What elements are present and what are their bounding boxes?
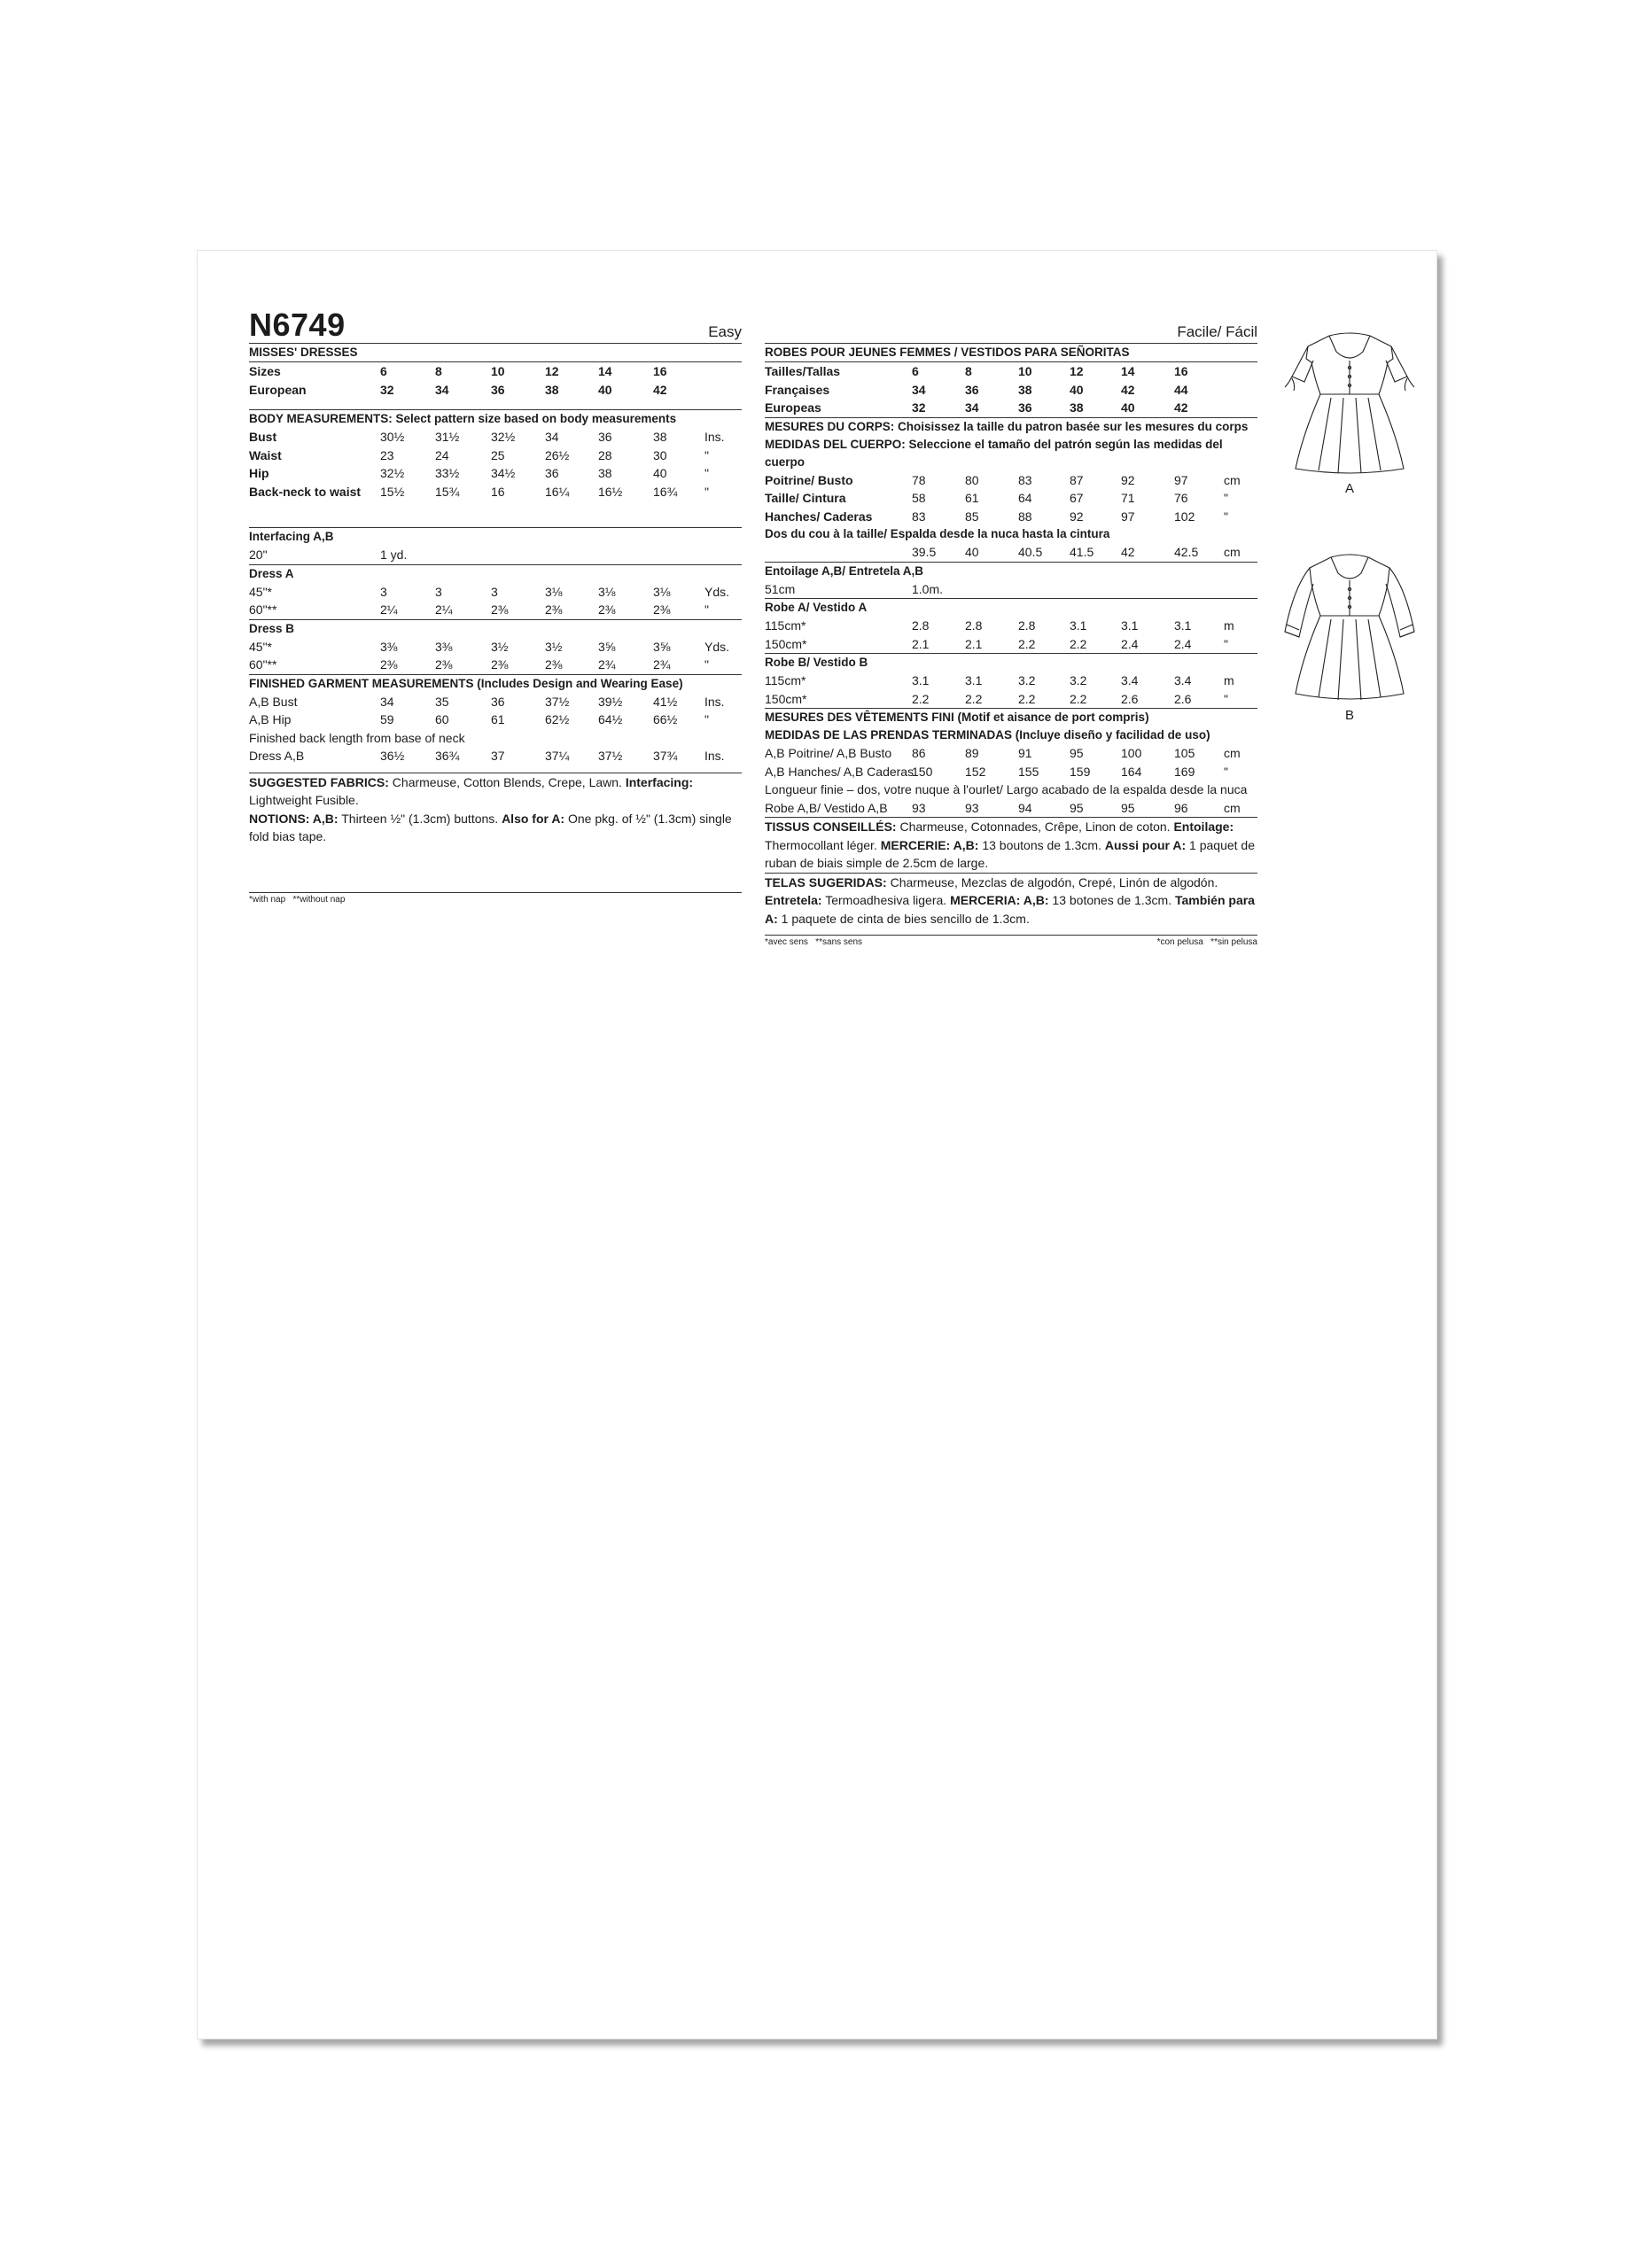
table-cell: 37½ <box>598 749 623 763</box>
unit-label: Yds. <box>704 584 730 599</box>
table-cell: 93 <box>912 800 926 815</box>
table-cell: 64½ <box>598 712 623 726</box>
garment-title-fr-es: ROBES POUR JEUNES FEMMES / VESTIDOS PARA SEÑORITAS <box>765 346 1130 359</box>
table-cell: 42 <box>1121 382 1135 397</box>
table-cell: 42 <box>653 382 667 397</box>
pattern-envelope-back <box>197 250 1437 2039</box>
table-cell: 2.2 <box>1018 636 1036 651</box>
table-cell: 42 <box>1174 400 1188 415</box>
table-cell: 44 <box>1174 382 1188 397</box>
unit-label: " <box>1224 509 1228 524</box>
table-cell: 94 <box>1018 800 1032 815</box>
table-row <box>765 399 1257 417</box>
table-row <box>249 583 742 602</box>
table-cell: 15¾ <box>435 484 460 499</box>
row-label: 150cm* <box>765 691 807 706</box>
table-cell: 35 <box>435 694 449 709</box>
table-cell: 3.1 <box>965 673 983 687</box>
row-label: 45"* <box>249 584 272 599</box>
table-cell: 3.1 <box>1121 618 1139 633</box>
table-cell: 3 <box>491 584 498 599</box>
back-neck-label: Dos du cou à la taille/ Espalda desde la nuca hasta la cintura <box>765 527 1110 540</box>
table-cell: 28 <box>598 447 612 462</box>
table-cell: 3⅛ <box>545 584 563 599</box>
body-measurements-table-fr-es <box>765 471 1257 526</box>
dress-a-yardage-table <box>249 583 742 619</box>
table-row <box>765 543 1257 562</box>
unit-label: " <box>704 484 709 499</box>
table-row <box>765 635 1257 654</box>
table-cell: 100 <box>1121 746 1142 760</box>
table-cell: 6 <box>380 364 387 378</box>
table-cell: 39½ <box>598 694 623 709</box>
row-label: 60"** <box>249 657 277 672</box>
table-cell: 16 <box>653 364 667 378</box>
table-row <box>765 362 1257 381</box>
table-row <box>765 744 1257 763</box>
garment-title: MISSES' DRESSES <box>249 346 358 359</box>
row-label: Robe A,B/ Vestido A,B <box>765 800 888 815</box>
view-b-label: B <box>1344 708 1354 723</box>
back-length-note: Finished back length from base of neck <box>249 730 465 745</box>
table-cell: 1.0m. <box>912 581 944 596</box>
back-length-table-fr-es <box>765 799 1257 818</box>
table-cell: 1 yd. <box>380 548 408 562</box>
row-label: Europeas <box>765 400 821 415</box>
unit-label: " <box>704 602 709 617</box>
table-cell: 34½ <box>491 466 516 480</box>
table-row <box>765 489 1257 508</box>
table-row <box>249 381 742 400</box>
table-cell: 36 <box>598 430 612 444</box>
table-cell: 97 <box>1174 472 1188 487</box>
table-cell: 3.2 <box>1018 673 1036 687</box>
view-b-sketch <box>1276 552 1423 723</box>
table-cell: 34 <box>545 430 559 444</box>
table-cell: 2⅜ <box>545 602 563 617</box>
table-row <box>249 711 742 729</box>
table-cell: 64 <box>1018 491 1032 505</box>
table-row <box>249 693 742 711</box>
unit-label: Yds. <box>704 639 730 654</box>
table-cell: 3⅜ <box>435 639 453 654</box>
table-cell: 36 <box>491 694 505 709</box>
table-cell: 16 <box>491 484 505 499</box>
row-label: Back-neck to waist <box>249 484 362 499</box>
table-cell: 78 <box>912 472 926 487</box>
row-label: Françaises <box>765 382 830 397</box>
table-cell: 3⅛ <box>653 584 671 599</box>
table-cell: 61 <box>491 712 505 726</box>
table-cell: 2.2 <box>965 691 983 706</box>
table-cell: 34 <box>380 694 394 709</box>
table-cell: 3⅝ <box>653 639 671 654</box>
row-label: Poitrine/ Busto <box>765 472 853 487</box>
table-cell: 40 <box>965 545 979 559</box>
table-row <box>765 672 1257 690</box>
table-cell: 36¾ <box>435 749 460 763</box>
suggested-fabrics-fr: TISSUS CONSEILLÉS: Charmeuse, Cotonnades, Crêpe, Linon de coton. Entoilage: Thermocollant léger. MERCERIE: A,B: 13 boutons de 1.3cm. Aussi pour A: 1 paquet de ruban de biais simple de 2.5cm de large. <box>765 819 1255 870</box>
unit-label: m <box>1224 673 1234 687</box>
table-row <box>765 471 1257 490</box>
table-cell: 89 <box>965 746 979 760</box>
table-cell: 95 <box>1121 800 1135 815</box>
finished-measurements-table <box>249 693 742 729</box>
french-title-bar <box>765 304 1257 344</box>
body-measurements-table <box>249 428 742 501</box>
pattern-number: N6749 <box>249 307 346 343</box>
table-cell: 2¼ <box>435 602 453 617</box>
table-cell: 42 <box>1121 545 1135 559</box>
table-cell: 2.6 <box>1121 691 1139 706</box>
row-label: Bust <box>249 430 277 444</box>
table-cell: 26½ <box>545 447 570 462</box>
table-cell: 3.2 <box>1070 673 1087 687</box>
table-cell: 10 <box>491 364 505 378</box>
difficulty-level: Easy <box>708 323 742 340</box>
table-cell: 3.1 <box>1070 618 1087 633</box>
table-cell: 6 <box>912 364 919 378</box>
table-cell: 40 <box>1070 382 1084 397</box>
table-cell: 96 <box>1174 800 1188 815</box>
table-cell: 40.5 <box>1018 545 1043 559</box>
table-cell: 2.8 <box>1018 618 1036 633</box>
table-cell: 150 <box>912 764 933 779</box>
table-cell: 2.1 <box>965 636 983 651</box>
table-cell: 34 <box>912 382 926 397</box>
difficulty-level-fr-es: Facile/ Fácil <box>1177 323 1257 340</box>
view-a-sketch <box>1276 329 1423 496</box>
table-row <box>249 747 742 765</box>
unit-label: " <box>704 447 709 462</box>
back-length-table <box>249 747 742 765</box>
row-label: 60"** <box>249 602 277 617</box>
size-table <box>249 362 742 399</box>
table-cell: 95 <box>1070 746 1084 760</box>
table-cell: 2⅜ <box>380 657 398 672</box>
body-measurements-header-es: MEDIDAS DEL CUERPO: Seleccione el tamaño del patrón según las medidas del cuerpo <box>765 437 1223 469</box>
unit-label: " <box>1224 636 1228 651</box>
row-label: Waist <box>249 447 282 462</box>
table-cell: 37 <box>491 749 505 763</box>
table-cell: 37¾ <box>653 749 678 763</box>
table-cell: 60 <box>435 712 449 726</box>
table-cell: 41.5 <box>1070 545 1094 559</box>
unit-label: Ins. <box>704 749 725 763</box>
table-cell: 38 <box>598 466 612 480</box>
dress-b-yardage-table <box>249 638 742 674</box>
table-cell: 30 <box>653 447 667 462</box>
table-cell: 15½ <box>380 484 405 499</box>
table-cell: 159 <box>1070 764 1091 779</box>
table-row <box>765 381 1257 400</box>
table-cell: 2⅜ <box>545 657 563 672</box>
table-cell: 16¾ <box>653 484 678 499</box>
table-cell: 37¼ <box>545 749 570 763</box>
table-cell: 3⅜ <box>380 639 398 654</box>
row-label: Hanches/ Caderas <box>765 509 873 524</box>
finished-measurements-header: FINISHED GARMENT MEASUREMENTS (Includes Design and Wearing Ease) <box>249 676 683 690</box>
unit-label: " <box>704 712 709 726</box>
unit-label: cm <box>1224 545 1241 559</box>
table-cell: 42.5 <box>1174 545 1199 559</box>
unit-label: " <box>1224 491 1228 505</box>
table-cell: 34 <box>435 382 449 397</box>
table-cell: 59 <box>380 712 394 726</box>
row-label: Tailles/Tallas <box>765 364 841 378</box>
french-spanish-column <box>765 304 1257 950</box>
table-cell: 24 <box>435 447 449 462</box>
table-row <box>249 546 742 564</box>
table-cell: 2⅜ <box>491 602 509 617</box>
table-cell: 12 <box>545 364 559 378</box>
table-cell: 3 <box>435 584 442 599</box>
table-cell: 93 <box>965 800 979 815</box>
table-cell: 3.1 <box>912 673 930 687</box>
body-measurements-header-fr: MESURES DU CORPS: Choisissez la taille du patron basée sur les mesures du corps <box>765 419 1249 433</box>
dress-a-yardage-table-fr-es <box>765 617 1257 653</box>
table-cell: 38 <box>545 382 559 397</box>
table-cell: 2.4 <box>1121 636 1139 651</box>
table-cell: 2.2 <box>1070 636 1087 651</box>
dress-b-title: Dress B <box>249 621 295 635</box>
unit-label: " <box>704 466 709 480</box>
table-row <box>249 483 742 501</box>
dress-b-title-fr-es: Robe B/ Vestido B <box>765 656 868 669</box>
table-cell: 164 <box>1121 764 1142 779</box>
table-cell: 2⅜ <box>598 602 616 617</box>
table-cell: 88 <box>1018 509 1032 524</box>
table-cell: 58 <box>912 491 926 505</box>
table-cell: 32½ <box>380 466 405 480</box>
finished-header-es: MEDIDAS DE LAS PRENDAS TERMINADAS (Incluye diseño y facilidad de uso) <box>765 728 1210 742</box>
unit-label: Ins. <box>704 694 725 709</box>
body-measurements-header: BODY MEASUREMENTS: Select pattern size based on body measurements <box>249 412 677 425</box>
english-title-bar <box>249 304 742 344</box>
table-cell: 8 <box>965 364 972 378</box>
table-cell: 71 <box>1121 491 1135 505</box>
table-row <box>249 638 742 656</box>
table-cell: 14 <box>598 364 612 378</box>
table-cell: 36 <box>1018 400 1032 415</box>
table-cell: 38 <box>653 430 667 444</box>
table-cell: 2.8 <box>965 618 983 633</box>
row-label: 150cm* <box>765 636 807 651</box>
unit-label: cm <box>1224 746 1241 760</box>
table-cell: 2¾ <box>598 657 616 672</box>
row-label: 115cm* <box>765 673 806 687</box>
row-label: A,B Hanches/ A,B Caderas <box>765 764 915 779</box>
table-row <box>249 656 742 674</box>
table-cell: 3½ <box>545 639 563 654</box>
table-cell: 40 <box>598 382 612 397</box>
row-label: A,B Hip <box>249 712 292 726</box>
table-cell: 83 <box>912 509 926 524</box>
table-row <box>249 428 742 447</box>
dress-a-title: Dress A <box>249 566 294 580</box>
unit-label: m <box>1224 618 1234 633</box>
suggested-fabrics: SUGGESTED FABRICS: Charmeuse, Cotton Blends, Crepe, Lawn. Interfacing: Lightweight Fusible. <box>249 774 694 807</box>
table-cell: 2.2 <box>1070 691 1087 706</box>
table-cell: 2¾ <box>653 657 671 672</box>
table-cell: 8 <box>435 364 442 378</box>
row-label: 20" <box>249 548 268 562</box>
back-length-note-fr-es: Longueur finie – dos, votre nuque à l'ourlet/ Largo acabado de la espalda desde la nuca <box>765 782 1248 796</box>
table-cell: 66½ <box>653 712 678 726</box>
table-cell: 2¼ <box>380 602 398 617</box>
row-label: Taille/ Cintura <box>765 491 846 505</box>
table-cell: 155 <box>1018 764 1039 779</box>
table-cell: 3⅝ <box>598 639 616 654</box>
table-row <box>249 447 742 465</box>
table-cell: 2.1 <box>912 636 930 651</box>
table-cell: 41½ <box>653 694 678 709</box>
dress-b-yardage-table-fr-es <box>765 672 1257 708</box>
table-cell: 152 <box>965 764 986 779</box>
row-label: 115cm* <box>765 618 806 633</box>
table-row <box>765 617 1257 635</box>
row-label: European <box>249 382 307 397</box>
table-cell: 86 <box>912 746 926 760</box>
unit-label: " <box>1224 764 1228 779</box>
table-cell: 80 <box>965 472 979 487</box>
table-cell: 16½ <box>598 484 623 499</box>
suggested-fabrics-es: TELAS SUGERIDAS: Charmeuse, Mezclas de algodón, Crepé, Linón de algodón. Entretela: Termoadhesiva ligera. MERCERIA: A,B: 13 botones de 1.3cm. También para A: 1 paquete de cinta de bies sencillo de 1.3cm. <box>765 874 1255 926</box>
footnote-fr-es: *avec sens **sans sens *con pelusa **sin pelusa <box>765 937 1257 947</box>
table-cell: 36 <box>491 382 505 397</box>
table-cell: 87 <box>1070 472 1084 487</box>
interfacing-table-fr-es <box>765 580 1257 599</box>
table-cell: 34 <box>965 400 979 415</box>
table-cell: 92 <box>1070 509 1084 524</box>
table-cell: 12 <box>1070 364 1084 378</box>
unit-label: cm <box>1224 800 1241 815</box>
table-cell: 102 <box>1174 509 1195 524</box>
row-label: Dress A,B <box>249 749 305 763</box>
table-cell: 31½ <box>435 430 460 444</box>
table-row <box>765 799 1257 818</box>
interfacing-title: Interfacing A,B <box>249 530 334 543</box>
table-cell: 105 <box>1174 746 1195 760</box>
row-label: 45"* <box>249 639 272 654</box>
table-cell: 92 <box>1121 472 1135 487</box>
table-cell: 83 <box>1018 472 1032 487</box>
table-cell: 32½ <box>491 430 516 444</box>
table-cell: 97 <box>1121 509 1135 524</box>
unit-label: cm <box>1224 472 1241 487</box>
table-cell: 16 <box>1174 364 1188 378</box>
table-cell: 10 <box>1018 364 1032 378</box>
table-cell: 2⅜ <box>435 657 453 672</box>
table-cell: 23 <box>380 447 394 462</box>
table-row <box>249 601 742 619</box>
table-cell: 3.4 <box>1174 673 1192 687</box>
table-cell: 40 <box>653 466 667 480</box>
table-cell: 2.4 <box>1174 636 1192 651</box>
table-row <box>765 763 1257 781</box>
row-label: 51cm <box>765 581 796 596</box>
table-cell: 33½ <box>435 466 460 480</box>
row-label: A,B Bust <box>249 694 298 709</box>
view-a-label: A <box>1344 481 1354 496</box>
table-cell: 3⅛ <box>598 584 616 599</box>
table-row <box>249 362 742 381</box>
table-cell: 32 <box>912 400 926 415</box>
table-row <box>249 464 742 483</box>
size-table-fr-es <box>765 362 1257 417</box>
table-row <box>765 508 1257 526</box>
table-row <box>765 690 1257 709</box>
table-cell: 30½ <box>380 430 405 444</box>
table-cell: 2.8 <box>912 618 930 633</box>
table-cell: 85 <box>965 509 979 524</box>
table-cell: 61 <box>965 491 979 505</box>
unit-label: " <box>1224 691 1228 706</box>
row-label: Hip <box>249 466 269 480</box>
table-cell: 2.6 <box>1174 691 1192 706</box>
table-cell: 37½ <box>545 694 570 709</box>
english-column <box>249 304 742 907</box>
table-cell: 76 <box>1174 491 1188 505</box>
dress-a-title-fr-es: Robe A/ Vestido A <box>765 601 868 614</box>
table-cell: 2.2 <box>912 691 930 706</box>
table-cell: 36 <box>965 382 979 397</box>
table-cell: 36½ <box>380 749 405 763</box>
table-cell: 40 <box>1121 400 1135 415</box>
finished-measurements-table-fr-es <box>765 744 1257 781</box>
table-cell: 67 <box>1070 491 1084 505</box>
interfacing-title-fr-es: Entoilage A,B/ Entretela A,B <box>765 563 924 578</box>
row-label: A,B Poitrine/ A,B Busto <box>765 746 892 760</box>
table-cell: 2.2 <box>1018 691 1036 706</box>
unit-label: Ins. <box>704 430 725 444</box>
table-cell: 25 <box>491 447 505 462</box>
table-cell: 14 <box>1121 364 1135 378</box>
table-cell: 169 <box>1174 764 1195 779</box>
table-cell: 62½ <box>545 712 570 726</box>
table-cell: 3.4 <box>1121 673 1139 687</box>
table-cell: 36 <box>545 466 559 480</box>
table-cell: 3.1 <box>1174 618 1192 633</box>
table-row <box>765 580 1257 599</box>
interfacing-table <box>249 546 742 564</box>
table-cell: 32 <box>380 382 394 397</box>
table-cell: 95 <box>1070 800 1084 815</box>
table-cell: 39.5 <box>912 545 937 559</box>
table-cell: 3 <box>380 584 387 599</box>
table-cell: 2⅜ <box>491 657 509 672</box>
notions: NOTIONS: A,B: Thirteen ½" (1.3cm) buttons. Also for A: One pkg. of ½" (1.3cm) single fold bias tape. <box>249 811 732 843</box>
table-cell: 3½ <box>491 639 509 654</box>
table-cell: 16¼ <box>545 484 570 499</box>
table-cell: 91 <box>1018 746 1032 760</box>
table-cell: 2⅜ <box>653 602 671 617</box>
back-neck-table <box>765 543 1257 562</box>
finished-header-fr: MESURES DES VÊTEMENTS FINI (Motif et aisance de port compris) <box>765 711 1149 724</box>
table-cell: 38 <box>1018 382 1032 397</box>
unit-label: " <box>704 657 709 672</box>
row-label: Sizes <box>249 364 281 378</box>
footnote: *with nap **without nap <box>249 894 346 905</box>
table-cell: 38 <box>1070 400 1084 415</box>
